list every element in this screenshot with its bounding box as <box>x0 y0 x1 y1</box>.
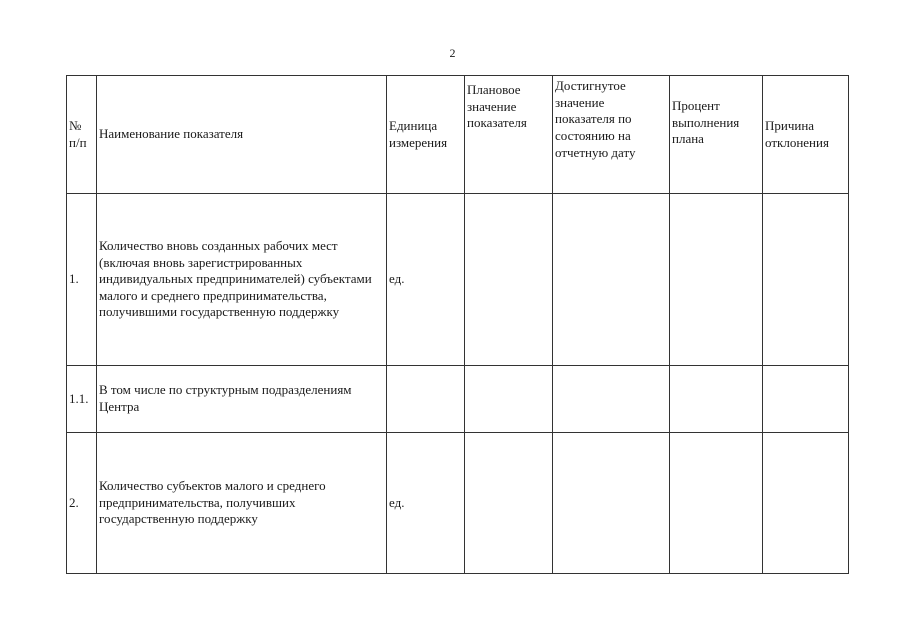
header-unit: Единица измерения <box>387 76 465 194</box>
row-percent <box>670 194 763 366</box>
row-planned <box>465 194 553 366</box>
header-num: № п/п <box>67 76 97 194</box>
row-percent <box>670 366 763 433</box>
row-num: 2. <box>67 433 97 574</box>
indicators-table <box>66 75 849 574</box>
row-reason <box>763 433 849 574</box>
row-unit: ед. <box>387 194 465 366</box>
row-reason <box>763 366 849 433</box>
row-planned <box>465 433 553 574</box>
header-achieved: Достигнутое значение показателя по состоянию на отчетную дату <box>553 76 670 194</box>
page-number: 2 <box>449 46 456 60</box>
row-unit <box>387 366 465 433</box>
row-name: Количество субъектов малого и среднего предпринимательства, получивших государственную поддержку <box>97 433 387 574</box>
table-row <box>67 366 849 433</box>
row-achieved <box>553 194 670 366</box>
row-planned <box>465 366 553 433</box>
header-reason: Причина отклонения <box>763 76 849 194</box>
row-unit: ед. <box>387 433 465 574</box>
header-name: Наименование показателя <box>97 76 387 194</box>
header-percent: Процент выполнения плана <box>670 76 763 194</box>
table-row <box>67 433 849 574</box>
header-planned: Плановое значение показателя <box>465 76 553 194</box>
row-name: В том числе по структурным подразделениям Центра <box>97 366 387 433</box>
row-achieved <box>553 433 670 574</box>
row-percent <box>670 433 763 574</box>
row-num: 1.1. <box>67 366 97 433</box>
row-name: Количество вновь созданных рабочих мест (включая вновь зарегистрированных индивидуальных предпринимателей) субъектами малого и среднего предпринимательства, получившими государственную поддержку <box>97 194 387 366</box>
table-row <box>67 194 849 366</box>
table-header-row <box>67 76 849 194</box>
row-reason <box>763 194 849 366</box>
row-achieved <box>553 366 670 433</box>
row-num: 1. <box>67 194 97 366</box>
